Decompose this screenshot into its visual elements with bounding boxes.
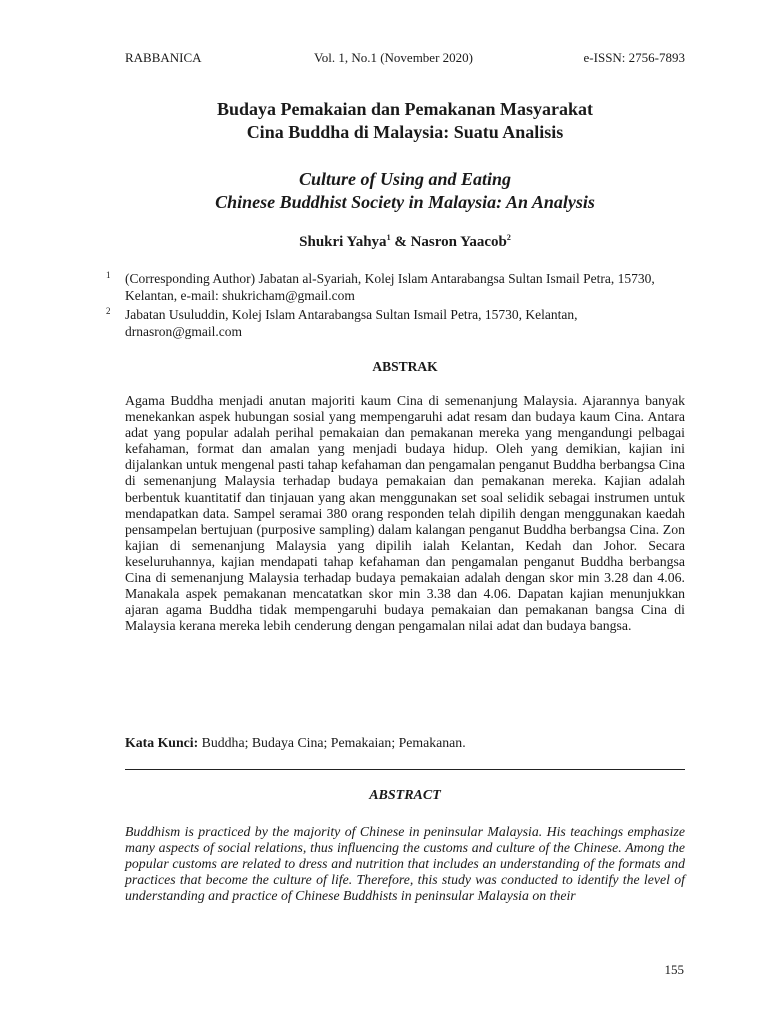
affiliation-2-number: 2 <box>106 306 111 316</box>
title-malay-line-2: Cina Buddha di Malaysia: Suatu Analisis <box>246 122 564 142</box>
abstrak-heading: ABSTRAK <box>372 359 438 374</box>
affiliation-1-number: 1 <box>106 270 111 280</box>
page-number: 155 <box>664 962 684 977</box>
abstract-heading: ABSTRACT <box>369 788 441 803</box>
keywords-label: Kata Kunci: <box>125 735 199 750</box>
journal-name: RABBANICA <box>125 50 202 65</box>
author-2: Nasron Yaacob <box>410 234 507 250</box>
affiliation-2-text: Jabatan Usuluddin, Kolej Islam Antarabangsa Sultan Ismail Petra, 15730, Kelantan, drnasron@gmail.com <box>125 307 578 339</box>
issn: e-ISSN: 2756-7893 <box>583 50 685 65</box>
author-2-affiliation-mark: 2 <box>506 233 511 242</box>
section-divider <box>125 769 685 770</box>
running-header <box>125 50 685 68</box>
author-1-affiliation-mark: 1 <box>386 233 391 242</box>
title-english-line-1: Culture of Using and Eating <box>298 169 512 189</box>
author-line <box>125 233 685 251</box>
author-1: Shukri Yahya <box>299 234 387 250</box>
affiliation-1-text: (Corresponding Author) Jabatan al-Syariah, Kolej Islam Antarabangsa Sultan Ismail Petra, 15730, Kelantan, e-mail: shukricham@gmail.com <box>125 271 655 303</box>
title-english <box>125 168 685 214</box>
volume-info: Vol. 1, No.1 (November 2020) <box>314 50 473 65</box>
title-malay <box>125 98 685 144</box>
title-english-line-2: Chinese Buddhist Society in Malaysia: An Analysis <box>215 192 595 212</box>
title-malay-line-1: Budaya Pemakaian dan Pemakanan Masyarakat <box>216 99 594 119</box>
abstrak-body: Agama Buddha menjadi anutan majoriti kaum Cina di semenanjung Malaysia. Ajarannya banyak menekankan aspek hubungan sosial yang mempengaruhi adat resam dan budaya kaum Cina. Antara adat yang popular adalah perihal pemakaian dan pemakanan mereka yang mengandungi pelbagai kefahaman, format dan amalan yang menjadi budaya hidup. Oleh yang demikian, kajian ini dijalankan untuk mengenal pasti tahap kefahaman dan pengamalan penganut Buddha berbangsa Cina di semenanjung Malaysia terhadap budaya pemakaian dan pemakanan mereka. Kajian adalah berbentuk kuantitatif dan tinjauan yang akan menggunakan set soal selidik sebagai instrumen untuk mendapatkan data. Sampel seramai 380 orang responden telah dipilih dengan menggunakan kaedah pensampelan bertujuan (purposive sampling) dalam kalangan penganut Buddha berbangsa Cina. Zon kajian di semenanjung Malaysia yang dipilih ialah Kelantan, Kedah dan Johor. Secara keseluruhannya, kajian mendapati tahap kefahaman dan pengamalan penganut Buddha berbangsa Cina di semenanjung Malaysia terhadap budaya pemakaian adalah dengan skor min 3.28 dan 4.06. Manakala aspek pemakanan mencatatkan skor min 3.38 dan 4.06. Dapatan kajian menunjukkan ajaran agama Buddha tidak mempengaruhi budaya pemakaian dan pemakanan bangsa Cina di Malaysia kerana mereka lebih cenderung dengan pengamalan nilai adat dan budaya bangsa. <box>125 393 685 634</box>
keywords <box>125 735 685 751</box>
abstract-body: Buddhism is practiced by the majority of Chinese in peninsular Malaysia. His teachings emphasize many aspects of social relations, thus influencing the customs and culture of the Chinese. Among the popular customs are related to dress and nutrition that includes an understanding of the formats and practices that become the culture of life. Therefore, this study was conducted to identify the level of understanding and practice of Chinese Buddhists in peninsular Malaysia on their <box>125 824 685 904</box>
keywords-value: Buddha; Budaya Cina; Pemakaian; Pemakanan. <box>198 735 466 750</box>
author-separator: & <box>390 234 411 250</box>
